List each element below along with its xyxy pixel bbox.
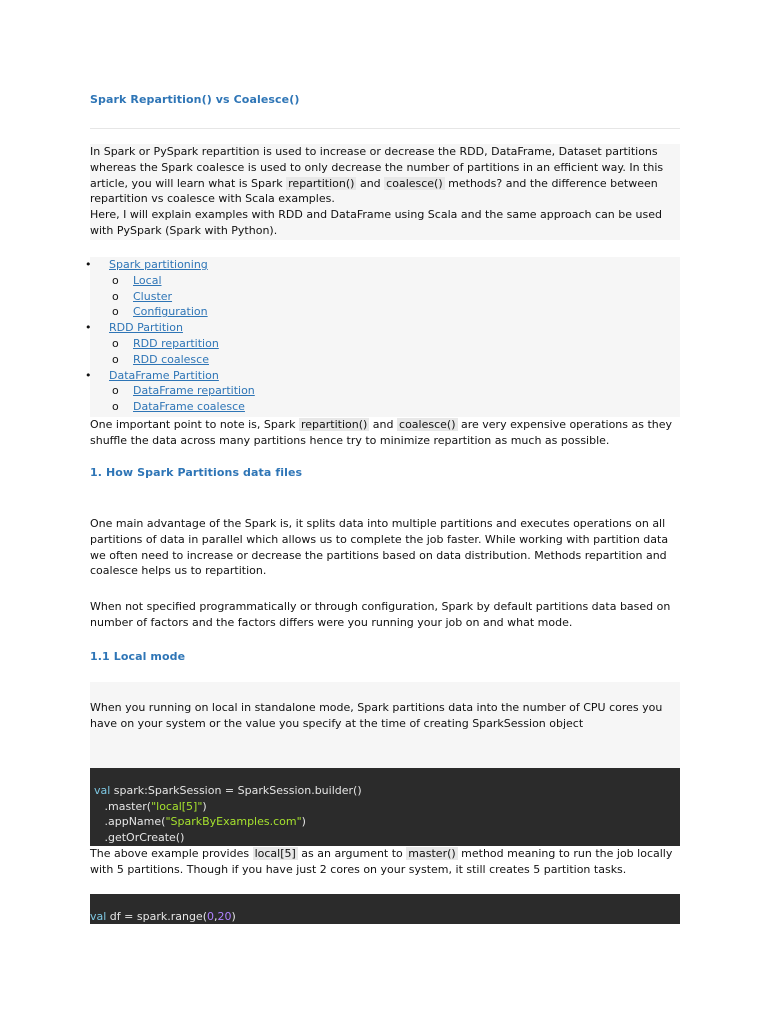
code-line: .getOrCreate(): [94, 830, 185, 844]
section-heading-1: 1. How Spark Partitions data files: [90, 466, 303, 479]
toc-subitem[interactable]: [90, 273, 680, 289]
circle-bullet-icon: o: [112, 384, 119, 398]
toc-item[interactable]: [85, 320, 680, 336]
page-title: Spark Repartition() vs Coalesce(): [90, 93, 300, 106]
toc-subitem[interactable]: [90, 336, 680, 352]
circle-bullet-icon: o: [112, 289, 119, 303]
inline-code-local5: local[5]: [254, 847, 296, 860]
toc-link-rdd-partition[interactable]: RDD Partition: [109, 321, 183, 335]
inline-code-coalesce: coalesce(): [386, 176, 443, 190]
intro-paragraph-2: Here, I will explain examples with RDD and DataFrame using Scala and the same approach can be used with PySpark (Spark with Python).: [90, 208, 662, 237]
bullet-icon: •: [85, 321, 92, 335]
toc-link-rdd-coalesce[interactable]: RDD coalesce: [133, 352, 209, 366]
circle-bullet-icon: o: [112, 305, 119, 319]
bullet-icon: •: [85, 368, 92, 382]
toc-link-local[interactable]: Local: [133, 273, 162, 287]
toc-subitem[interactable]: [90, 383, 680, 399]
default-partitions-paragraph: When not specified programmatically or through configuration, Spark by default partitions data based on number of factors and the factors differs were you running your job on and what mode.: [90, 600, 671, 629]
divider: [90, 128, 680, 129]
toc-subitem[interactable]: [90, 304, 680, 320]
local5-explanation-paragraph: The above example provides local[5] as an argument to master() method meaning to run the job locally with 5 partitions. Though if you have just 2 cores on your system, it still creates 5 partition tasks.: [90, 847, 673, 876]
note-paragraph: One important point to note is, Spark repartition() and coalesce() are very expensive operations as they shuffle the data across many partitions hence try to minimize repartition as much as possible.: [90, 418, 673, 447]
local-mode-paragraph: When you running on local in standalone mode, Spark partitions data into the number of CPU cores you have on your system or the value you specify at the time of creating SparkSession object: [90, 682, 680, 768]
bullet-icon: •: [85, 258, 92, 271]
circle-bullet-icon: o: [112, 336, 119, 350]
toc-link-cluster[interactable]: Cluster: [133, 289, 173, 303]
code-block-range: [90, 894, 680, 924]
intro-section: [90, 144, 680, 240]
section-heading-1-1: 1.1 Local mode: [90, 650, 186, 663]
inline-code-repartition: repartition(): [288, 176, 355, 190]
toc-subitem[interactable]: [90, 352, 680, 368]
table-of-contents: [85, 257, 680, 417]
toc-subitem[interactable]: [90, 399, 680, 415]
circle-bullet-icon: o: [112, 352, 119, 366]
toc-item[interactable]: [85, 368, 680, 384]
code-line: .appName("SparkByExamples.com"): [94, 815, 306, 829]
circle-bullet-icon: o: [112, 400, 119, 414]
intro-paragraph-1: In Spark or PySpark repartition is used to increase or decrease the RDD, DataFrame, Dataset partitions whereas the Spark coalesce is used to only decrease the number of partitions in an efficient way. In this article, you will learn what is Spark repartition() and coalesce() methods? and the difference between repartition vs coalesce with Scala examples.: [90, 145, 664, 206]
code-line: val spark:SparkSession = SparkSession.builder(): [94, 784, 362, 797]
toc-link-dataframe-coalesce[interactable]: DataFrame coalesce: [133, 400, 245, 414]
code-block-spark-session: [90, 768, 680, 846]
toc-link-spark-partitioning[interactable]: Spark partitioning: [109, 258, 208, 271]
toc-link-dataframe-partition[interactable]: DataFrame Partition: [109, 368, 219, 382]
inline-code-repartition: repartition(): [300, 418, 368, 431]
inline-code-coalesce: coalesce(): [399, 418, 456, 431]
toc-subitem[interactable]: [90, 289, 680, 305]
circle-bullet-icon: o: [112, 273, 119, 287]
toc-link-configuration[interactable]: Configuration: [133, 305, 208, 319]
code-line: val df = spark.range(0,20): [90, 910, 236, 923]
toc-item[interactable]: [85, 257, 680, 273]
advantage-paragraph: One main advantage of the Spark is, it splits data into multiple partitions and executes operations on all partitions of data in parallel which allows us to complete the job faster. While working with partition data we often need to increase or decrease the partitions based on data distribution. Methods repartition and coalesce helps us to repartition.: [90, 517, 669, 578]
code-line: .master("local[5]"): [94, 799, 207, 813]
toc-link-dataframe-repartition[interactable]: DataFrame repartition: [133, 384, 255, 398]
toc-link-rdd-repartition[interactable]: RDD repartition: [133, 336, 219, 350]
inline-code-master: master(): [408, 847, 456, 860]
